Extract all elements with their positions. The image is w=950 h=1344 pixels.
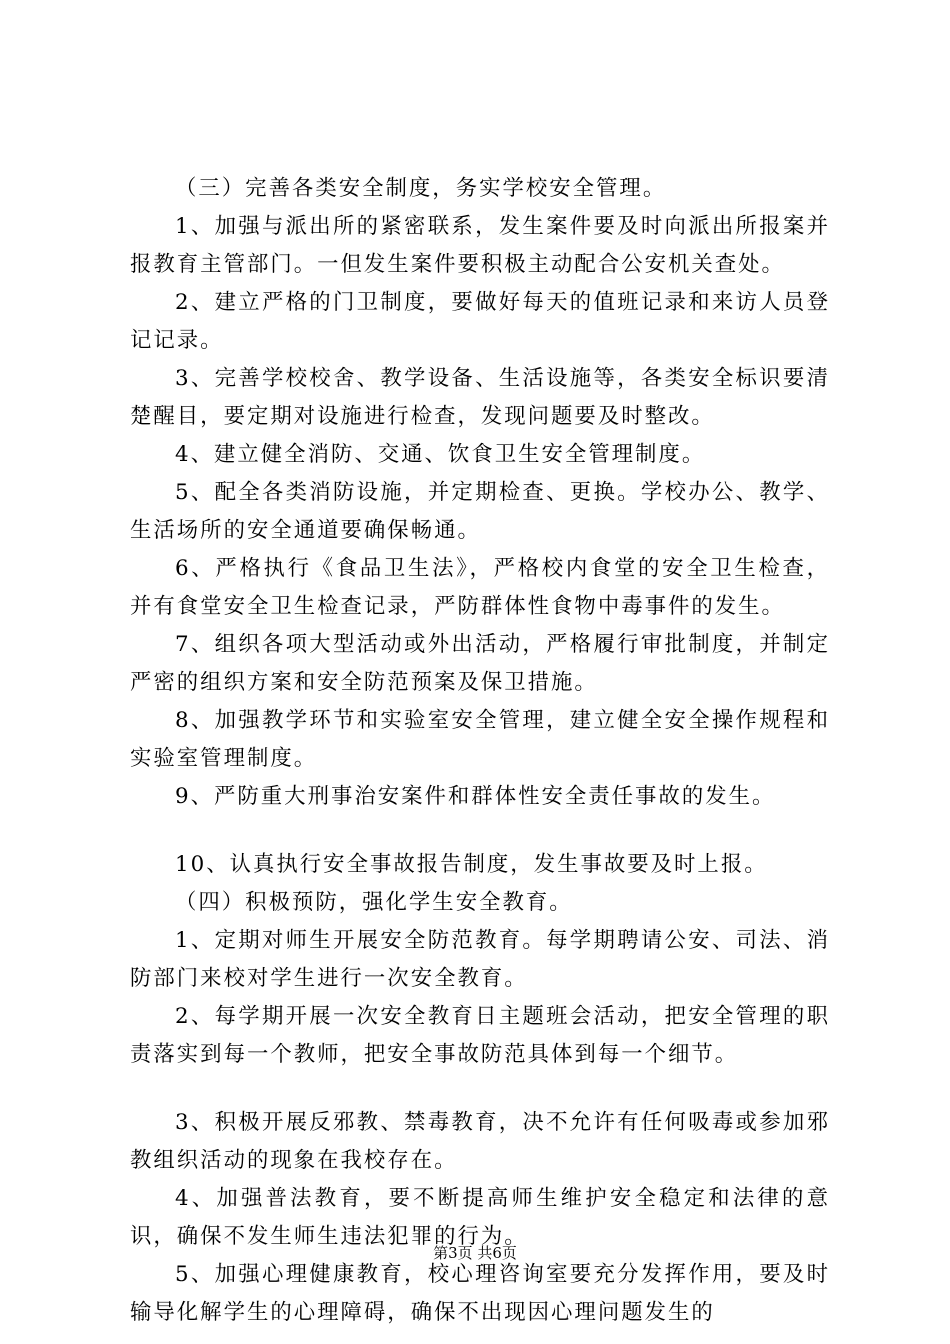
paragraph-4-3: 3、积极开展反邪教、禁毒教育，决不允许有任何吸毒或参加邪教组织活动的现象在我校存在。 bbox=[130, 1110, 830, 1173]
paragraph-3-7: 7、组织各项大型活动或外出活动，严格履行审批制度，并制定严密的组织方案和安全防范预案及保卫措施。 bbox=[130, 632, 830, 695]
paragraph-3-10: 10、认真执行安全事故报告制度，发生事故要及时上报。 bbox=[175, 852, 768, 877]
section-heading-3: （三）完善各类安全制度，务实学校安全管理。 bbox=[175, 176, 667, 201]
paragraph-4-2: 2、每学期开展一次安全教育日主题班会活动，把安全管理的职责落实到每一个教师，把安全事故防范具体到每一个细节。 bbox=[130, 1004, 830, 1067]
paragraph-3-2: 2、建立严格的门卫制度，要做好每天的值班记录和来访人员登记记录。 bbox=[130, 290, 830, 353]
paragraph-3-3: 3、完善学校校舍、教学设备、生活设施等，各类安全标识要清楚醒目，要定期对设施进行检查，发现问题要及时整改。 bbox=[130, 366, 830, 429]
document-body bbox=[130, 170, 830, 1332]
paragraph-4-5: 5、加强心理健康教育，校心理咨询室要充分发挥作用，要及时输导化解学生的心理障碍，确保不出现因心理问题发生的 bbox=[130, 1262, 830, 1325]
paragraph-3-5: 5、配全各类消防设施，并定期检查、更换。学校办公、教学、生活场所的安全通道要确保畅通。 bbox=[130, 480, 830, 543]
section-heading-4: （四）积极预防，强化学生安全教育。 bbox=[175, 890, 573, 915]
paragraph-3-6: 6、严格执行《食品卫生法》，严格校内食堂的安全卫生检查，并有食堂安全卫生检查记录，严防群体性食物中毒事件的发生。 bbox=[130, 556, 830, 619]
paragraph-3-1: 1、加强与派出所的紧密联系，发生案件要及时向派出所报案并报教育主管部门。一但发生案件要积极主动配合公安机关查处。 bbox=[130, 214, 830, 277]
paragraph-3-8: 8、加强教学环节和实验室安全管理，建立健全安全操作规程和实验室管理制度。 bbox=[130, 708, 830, 771]
paragraph-4-4: 4、加强普法教育，要不断提高师生维护安全稳定和法律的意识，确保不发生师生违法犯罪的行为。 bbox=[130, 1186, 830, 1249]
paragraph-4-1: 1、定期对师生开展安全防范教育。每学期聘请公安、司法、消防部门来校对学生进行一次安全教育。 bbox=[130, 928, 830, 991]
page-number: 第3页 共6页 bbox=[433, 1244, 517, 1262]
paragraph-gap bbox=[130, 1074, 830, 1104]
paragraph-3-4: 4、建立健全消防、交通、饮食卫生安全管理制度。 bbox=[175, 442, 706, 467]
paragraph-3-9: 9、严防重大刑事治安案件和群体性安全责任事故的发生。 bbox=[175, 784, 776, 809]
paragraph-gap bbox=[130, 816, 830, 846]
